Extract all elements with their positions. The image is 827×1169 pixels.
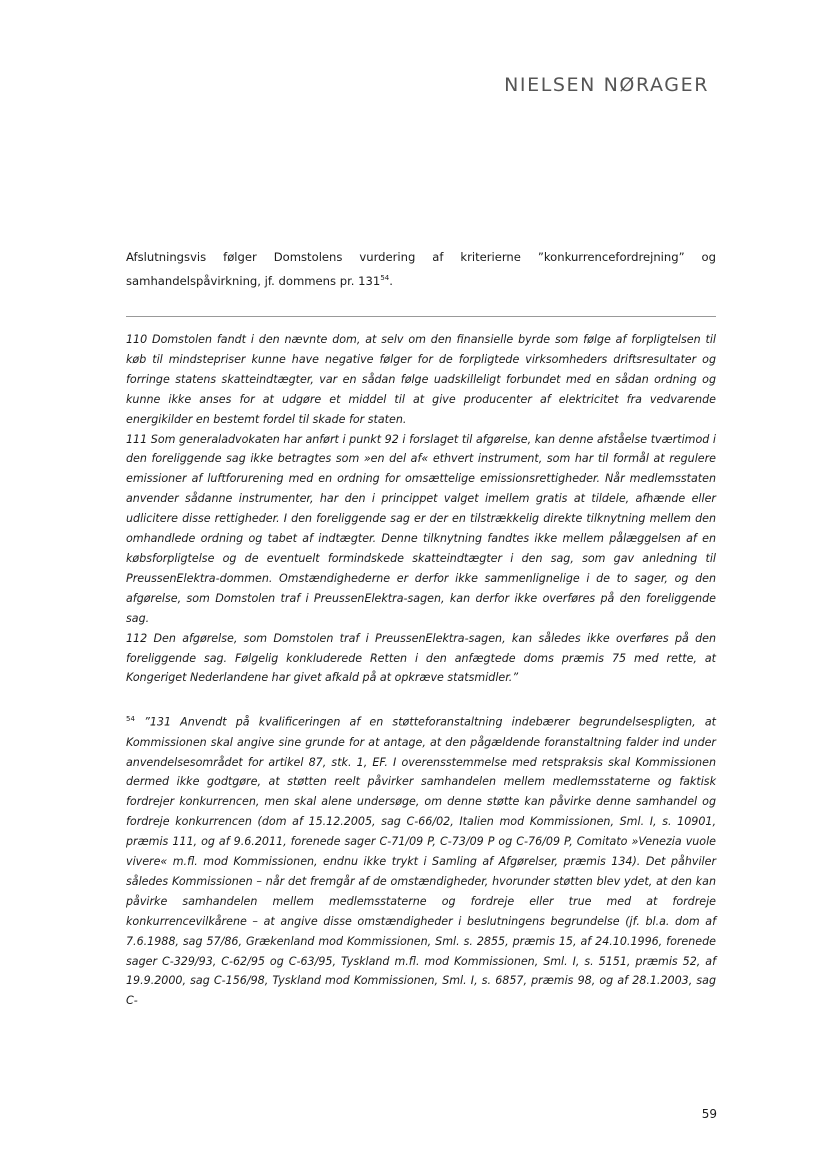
intro-text: Afslutningsvis følger Domstolens vurdering af kriterierne ”konkurrencefordrejning” og samhandelspåvirkning, jf. dommens pr. 131 bbox=[126, 250, 716, 288]
page-number: 59 bbox=[701, 1107, 717, 1121]
footnote-text: ”131 Anvendt på kvalificeringen af en støtteforanstaltning indebærer begrundelsespligten, at Kommissionen skal angive sine grunde for at antage, at den pågældende foranstaltning falder ind under anvendelsesområdet for artikel 87, stk. 1, EF. I overensstemmelse med retspraksis skal Kommissionen dermed ikke godtgøre, at støtten reelt påvirker samhandelen mellem medlemsstaterne og faktisk fordrejer konkurrencen, men skal alene undersøge, om denne støtte kan påvirke denne samhandel og fordreje konkurrencen (dom af 15.12.2005, sag C-66/02, Italien mod Kommissionen, Sml. I, s. 10901, præmis 111, og af 9.6.2011, forenede sager C-71/09 P, C-73/09 P og C-76/09 P, Comitato »Venezia vuole vivere« m.fl. mod Kommissionen, endnu ikke trykt i Samling af Afgørelser, præmis 134). Det påhviler således Kommissionen – når det fremgår af de omstændigheder, hvorunder støtten blev ydet, at den kan påvirke samhandelen mellem medlemsstaterne og fordreje eller true med at fordreje konkurrencevilkårene – at angive disse omstændigheder i beslutningens begrundelse (jf. bl.a. dom af 7.6.1988, sag 57/86, Grækenland mod Kommissionen, Sml. s. 2855, præmis 15, af 24.10.1996, forenede sager C-329/93, C-62/95 og C-63/95, Tyskland m.fl. mod Kommissionen, Sml. I, s. 5151, præmis 52, af 19.9.2000, sag C-156/98, Tyskland mod Kommissionen, Sml. I, s. 6857, præmis 98, og af 28.1.2003, sag C- bbox=[126, 715, 716, 1008]
footnote-ref[interactable]: 54 bbox=[380, 274, 390, 282]
footnote-54 bbox=[126, 710, 716, 1011]
divider-line bbox=[126, 316, 716, 317]
company-logo-text: NIELSEN NØRAGER bbox=[504, 74, 709, 96]
quote-paragraph-112: 112 Den afgørelse, som Domstolen traf i PreussenElektra-sagen, kan således ikke overføres på den foreliggende sag. Følgelig konkluderede Retten i den anfægtede doms præmis 75 med rette, at Kongeriget Nederlandene har givet afkald på at opkræve statsmidler.” bbox=[126, 631, 716, 685]
quoted-judgment bbox=[126, 330, 716, 688]
quote-paragraph-110: 110 Domstolen fandt i den nævnte dom, at selv om den finansielle byrde som følge af forpligtelsen til køb til mindstepriser kunne have negative følger for de forpligtede virksomheders driftsresultater og forringe statens skatteindtægter, var en sådan følge uadskilleligt forbundet med en sådan ordning og kunne ikke anses for at udgøre et middel til at give producenter af elektricitet fra vedvarende energikilder en bestemt fordel til skade for staten. bbox=[126, 333, 716, 426]
footnote-marker: 54 bbox=[126, 715, 135, 723]
quote-paragraph-111: 111 Som generaladvokaten har anført i punkt 92 i forslaget til afgørelse, kan denne afståelse tværtimod i den foreliggende sag ikke betragtes som »en del af« ethvert instrument, som har til formål at regulere emissioner af luftforurening med en ordning for omsættelige emissionsrettigheder. Når medlemsstaten anvender sådanne instrumenter, har den i princippet valget imellem gratis at tildele, afhænde eller udlicitere disse rettigheder. I den foreliggende sag er der en tilstrækkelig direkte tilknytning mellem den omhandlede ordning og tabet af indtægter. Denne tilknytning fandtes ikke mellem pålæggelsen af en købsforpligtelse og de eventuelt formindskede skatteindtægter i den sag, som gav anledning til PreussenElektra-dommen. Omstændighederne er derfor ikke sammenlignelige i de to sager, og den afgørelse, som Domstolen traf i PreussenElektra-sagen, kan derfor ikke overføres på den foreliggende sag. bbox=[126, 432, 716, 625]
intro-paragraph bbox=[126, 247, 716, 292]
intro-tail: . bbox=[389, 273, 393, 288]
